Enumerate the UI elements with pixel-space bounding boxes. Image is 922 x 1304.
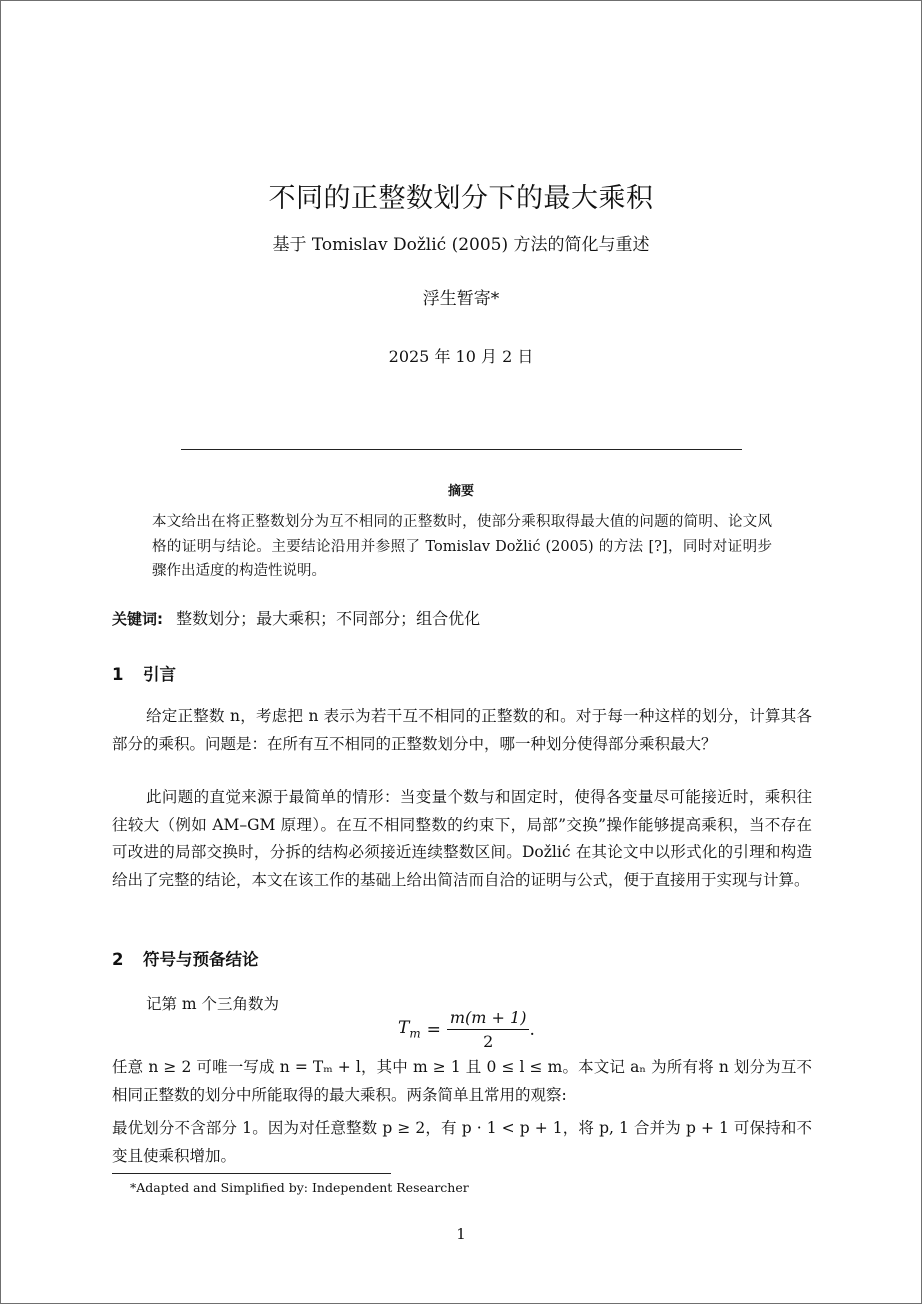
formula-lhs: $T_m$ <box>398 1018 421 1041</box>
section-2-paragraph-3: 最优划分不含部分 1。因为对任意整数 p ≥ 2，有 p · 1 < p + 1，将 p, 1 合并为 p + 1 可保持和不变且使乘积增加。 <box>112 1119 812 1165</box>
section-1-heading <box>112 661 176 685</box>
section-1-paragraph-1: 给定正整数 n，考虑把 n 表示为若干互不相同的正整数的和。对于每一种这样的划分，计算其各部分的乘积。问题是：在所有互不相同的正整数划分中，哪一种划分使得部分乘积最大？ <box>112 707 812 753</box>
page-number: 1 <box>456 1225 466 1243</box>
author: 浮生暂寄* <box>422 289 500 309</box>
section-2-title: 符号与预备结论 <box>143 950 259 969</box>
abstract-body: 本文给出在将正整数划分为互不相同的正整数时，使部分乘积取得最大值的问题的简明、论文风格的证明与结论。主要结论沿用并参照了 Tomislav Dožlić (2005) 的方法 [?]，同时对证明步骤作出适度的构造性说明。 <box>152 514 772 579</box>
keywords <box>112 606 812 629</box>
title-rule <box>181 449 742 450</box>
formula-period: . <box>529 1019 535 1040</box>
keywords-label: 关键词: <box>112 610 163 628</box>
formula-equals: = <box>426 1019 441 1040</box>
paper-subtitle: 基于 Tomislav Dožlić (2005) 方法的简化与重述 <box>272 235 650 255</box>
section-1-paragraph-2: 此问题的直觉来源于最简单的情形：当变量个数与和固定时，使得各变量尽可能接近时，乘积往往较大（例如 AM–GM 原理）。在互不相同整数的约束下，局部”交换”操作能够提高乘积，当不存在可改进的局部交换时，分拆的结构必须接近连续整数区间。Dožlić 在其论文中以形式化的引理和构造给出了完整的结论，本文在该工作的基础上给出简洁而自洽的证明与公式，便于直接用于实现与计算。 <box>112 788 812 889</box>
footnote: *Adapted and Simplified by: Independent Researcher <box>130 1180 469 1195</box>
section-1-number: 1 <box>112 665 124 684</box>
section-1-title: 引言 <box>143 665 176 684</box>
section-2-heading <box>112 946 259 970</box>
section-2-number: 2 <box>112 950 124 969</box>
section-2-paragraph-1: 记第 m 个三角数为 <box>146 995 280 1013</box>
formula-fraction <box>447 1008 530 1051</box>
paper-title: 不同的正整数划分下的最大乘积 <box>268 183 654 214</box>
abstract-heading: 摘要 <box>447 484 474 499</box>
date: 2025 年 10 月 2 日 <box>388 347 534 366</box>
keywords-text: 整数划分；最大乘积；不同部分；组合优化 <box>176 609 481 628</box>
formula-numerator: m(m + 1) <box>447 1008 530 1030</box>
formula-denominator: 2 <box>483 1032 494 1051</box>
footnote-rule <box>112 1173 391 1174</box>
triangular-number-formula <box>398 1008 535 1051</box>
section-2-paragraph-2: 任意 n ≥ 2 可唯一写成 n = Tₘ + l，其中 m ≥ 1 且 0 ≤ l ≤ m。本文记 aₙ 为所有将 n 划分为互不相同正整数的划分中所能取得的最大乘积。两条简单且常用的观察: <box>112 1058 812 1104</box>
